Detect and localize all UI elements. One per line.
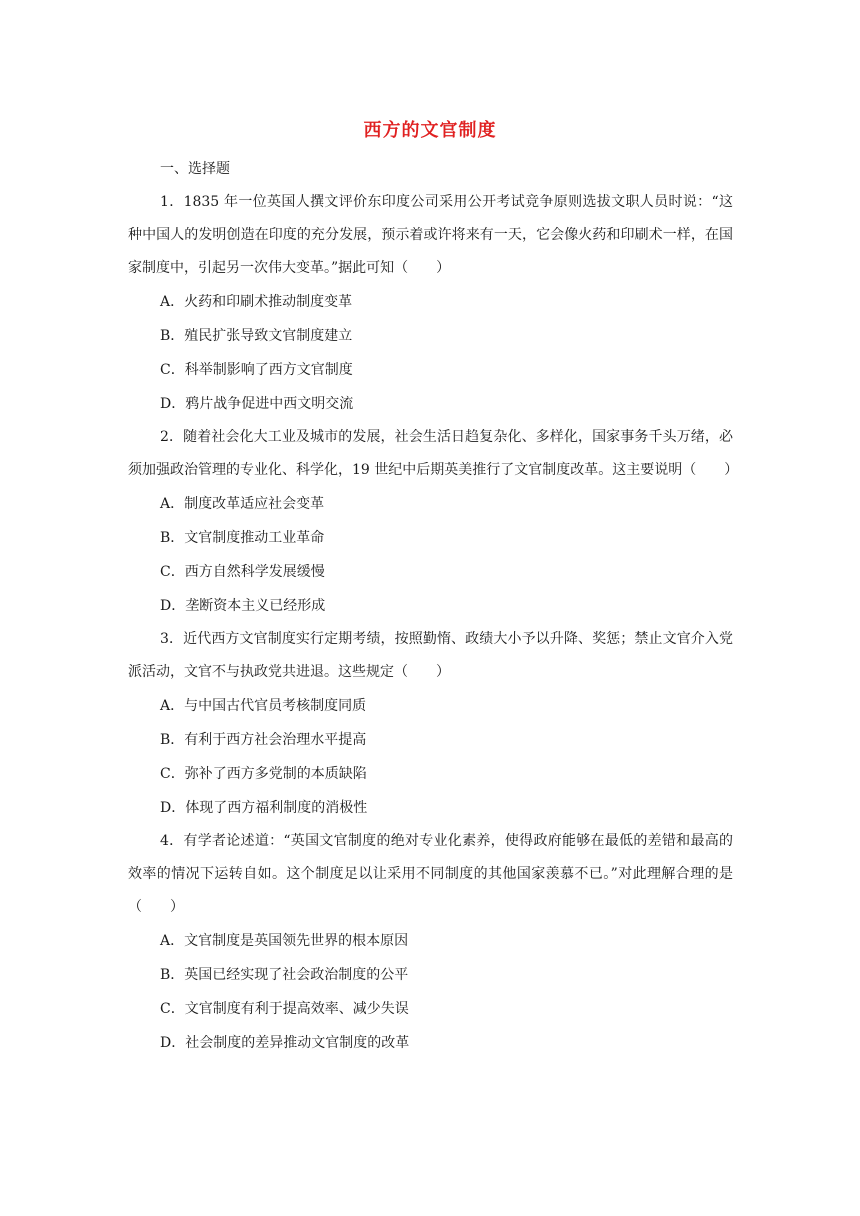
option-c: C．科举制影响了西方文官制度 [160, 362, 353, 378]
option-a: A．火药和印刷术推动制度变革 [160, 294, 353, 310]
question-3 [128, 623, 733, 825]
option-a: A．与中国古代官员考核制度同质 [160, 698, 367, 714]
document-body [128, 152, 739, 1060]
option-c: C．文官制度有利于提高效率、减少失误 [160, 1001, 409, 1017]
question-stem: 2．随着社会化大工业及城市的发展，社会生活日趋复杂化、多样化，国家事务千头万绪，必须加强政治管理的专业化、科学化，19 世纪中后期英美推行了文官制度改革。这主要说明（ ） [128, 429, 739, 478]
option-d: D．鸦片战争促进中西文明交流 [160, 396, 354, 412]
option-b: B．英国已经实现了社会政治制度的公平 [160, 967, 409, 983]
question-1 [128, 186, 733, 421]
question-stem: 3．近代西方文官制度实行定期考绩，按照勤惰、政绩大小予以升降、奖惩；禁止文官介入党派活动，文官不与执政党共进退。这些规定（ ） [128, 631, 733, 680]
option-c: C．弥补了西方多党制的本质缺陷 [160, 766, 367, 782]
option-c: C．西方自然科学发展缓慢 [160, 564, 325, 580]
question-stem: 4．有学者论述道：“英国文官制度的绝对专业化素养，使得政府能够在最低的差错和最高的效率的情况下运转自如。这个制度足以让采用不同制度的其他国家羡慕不已。”对此理解合理的是（ ） [128, 833, 733, 915]
document-title: 西方的文官制度 [363, 120, 497, 141]
question-stem: 1．1835 年一位英国人撰文评价东印度公司采用公开考试竞争原则选拔文职人员时说：“这种中国人的发明创造在印度的充分发展，预示着或许将来有一天，它会像火药和印刷术一样，在国家制度中，引起另一次伟大变革。”据此可知（ ） [128, 194, 733, 276]
option-b: B．殖民扩张导致文官制度建立 [160, 328, 353, 344]
option-b: B．有利于西方社会治理水平提高 [160, 732, 367, 748]
option-d: D．社会制度的差异推动文官制度的改革 [160, 1035, 410, 1051]
question-2 [128, 421, 739, 623]
option-b: B．文官制度推动工业革命 [160, 530, 325, 546]
option-a: A．文官制度是英国领先世界的根本原因 [160, 933, 409, 949]
section-heading: 一、选择题 [160, 161, 230, 177]
option-a: A．制度改革适应社会变革 [160, 496, 325, 512]
option-d: D．体现了西方福利制度的消极性 [160, 800, 368, 816]
question-4 [128, 825, 733, 1060]
option-d: D．垄断资本主义已经形成 [160, 598, 326, 614]
